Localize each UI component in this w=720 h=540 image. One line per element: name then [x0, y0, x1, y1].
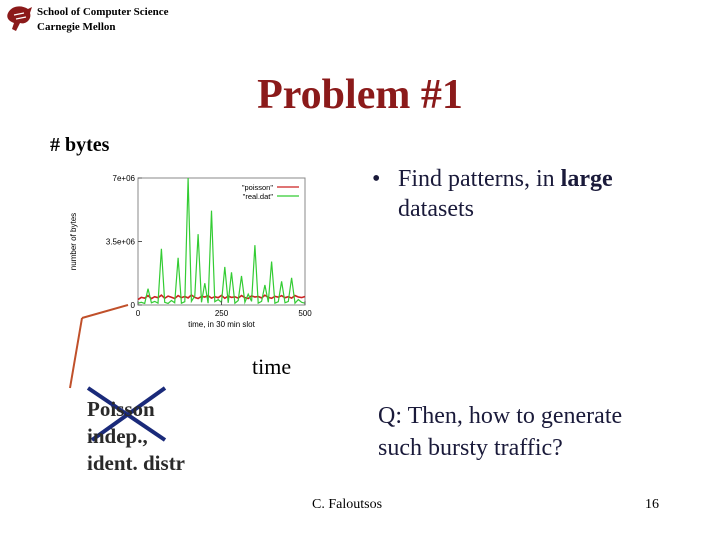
x-tick-label-2: 500 [298, 309, 312, 318]
x-tick-label-0: 0 [135, 309, 141, 318]
question-text [378, 400, 678, 464]
bullet-text-rest: datasets [398, 196, 474, 222]
university-line: Carnegie Mellon [37, 21, 116, 33]
y-tick-label-1: 3.5e+06 [105, 237, 135, 247]
plot-frame [138, 178, 305, 305]
crossed-out-model [87, 396, 185, 477]
legend-label-0: "poisson" [241, 183, 273, 192]
footer-author: C. Faloutsos [312, 497, 383, 512]
pointer-arrow-line-2 [70, 318, 82, 388]
series-line-1 [138, 178, 305, 304]
crossed-line-1: Poisson [87, 397, 155, 421]
bytes-annotation: # bytes [50, 134, 110, 156]
crossed-line-2: indep., [87, 424, 148, 448]
y-tick-label-2: 7e+06 [112, 174, 135, 183]
bullet-dot: • [372, 166, 381, 192]
x-axis-label: time, in 30 min slot [188, 320, 255, 329]
y-axis-label: number of bytes [69, 212, 78, 271]
y-tick-label-0: 0 [130, 301, 135, 310]
slide-title: Problem #1 [257, 72, 463, 118]
crossed-line-3: ident. distr [87, 451, 186, 475]
question-line-2: such bursty traffic? [378, 435, 563, 461]
school-line: School of Computer Science [37, 6, 169, 18]
x-tick-label-1: 250 [214, 309, 229, 318]
bullet-text-plain: Find patterns, in [398, 166, 561, 192]
legend-label-1: "real.dat" [242, 192, 273, 201]
time-annotation: time [252, 354, 292, 379]
question-line-1: Q: Then, how to generate [378, 403, 623, 429]
page-number: 16 [645, 497, 659, 512]
pointer-arrow-line [82, 305, 128, 318]
bullet-text-bold: large [560, 166, 613, 192]
